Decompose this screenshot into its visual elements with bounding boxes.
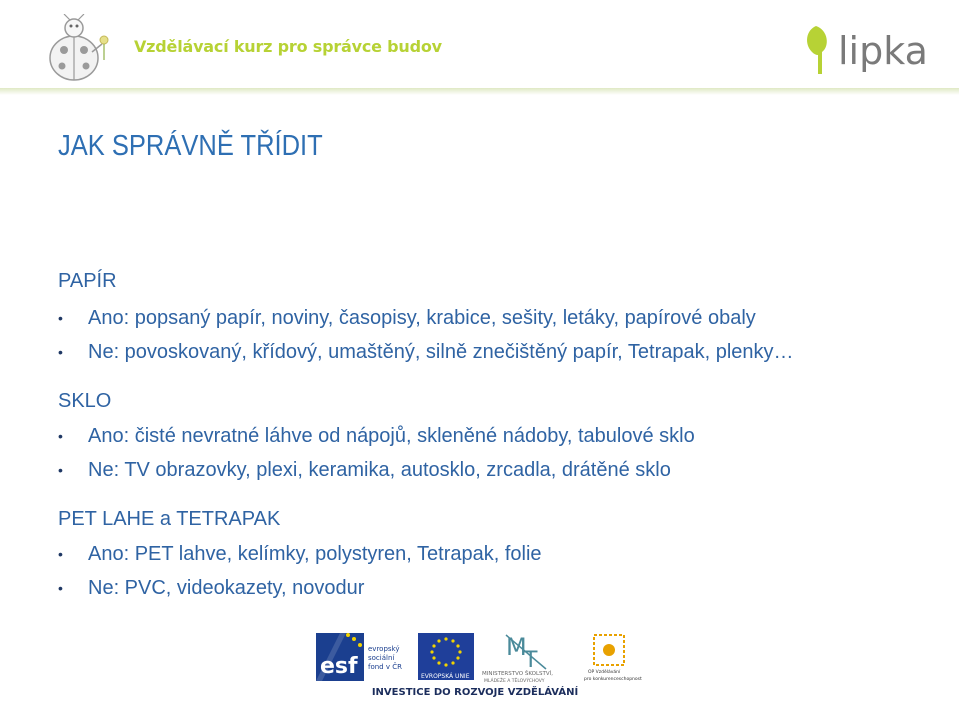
list-item-text: Ano: popsaný papír, noviny, časopisy, krabice, sešity, letáky, papírové obaly: [88, 307, 756, 329]
list-item-text: Ano: PET lahve, kelímky, polystyren, Tetrapak, folie: [88, 543, 542, 565]
bullet-icon: •: [58, 546, 63, 562]
svg-text:fond v ČR: fond v ČR: [368, 663, 402, 671]
bullet-icon: •: [58, 428, 63, 444]
svg-text:pro konkurenceschopnost: pro konkurenceschopnost: [584, 677, 642, 682]
list-item-text: Ne: PVC, videokazety, novodur: [88, 577, 365, 599]
header: [0, 0, 959, 95]
footer-logo-strip: [310, 625, 650, 685]
svg-text:T: T: [524, 648, 538, 673]
footer-tagline: INVESTICE DO ROZVOJE VZDĚLÁVÁNÍ: [371, 687, 579, 698]
bullet-icon: •: [58, 462, 63, 478]
esf-logo: [316, 633, 402, 681]
slide-title: JAK SPRÁVNĚ TŘÍDIT: [58, 130, 323, 162]
course-title: Vzdělávací kurz pro správce budov: [134, 37, 442, 56]
bullet-icon: •: [58, 580, 63, 596]
eu-flag-logo: [418, 633, 474, 680]
list-item-text: Ne: TV obrazovky, plexi, keramika, autosklo, zrcadla, drátěné sklo: [88, 459, 671, 481]
list-item-text: Ano: čisté nevratné láhve od nápojů, skleněné nádoby, tabulové sklo: [88, 425, 695, 447]
section-heading-papir: PAPÍR: [58, 270, 117, 292]
svg-text:MLÁDEŽE A TĚLOVÝCHOVY: MLÁDEŽE A TĚLOVÝCHOVY: [484, 679, 545, 684]
bullet-icon: •: [58, 344, 63, 360]
svg-text:esf: esf: [320, 654, 358, 679]
svg-text:M: M: [506, 633, 527, 661]
list-item-text: Ne: povoskovaný, křídový, umaštěný, silně znečištěný papír, Tetrapak, plenky…: [88, 341, 794, 363]
lipka-logo-text: lipka: [838, 29, 928, 73]
section-heading-pet: PET LAHE a TETRAPAK: [58, 508, 281, 530]
section-heading-sklo: SKLO: [58, 390, 112, 412]
header-divider: [0, 88, 959, 95]
bullet-icon: •: [58, 310, 63, 326]
msmt-logo: [482, 633, 553, 684]
footer-logos: [310, 625, 650, 701]
op-vk-logo: [584, 635, 642, 682]
svg-text:EVROPSKÁ UNIE: EVROPSKÁ UNIE: [421, 673, 470, 680]
svg-text:OP Vzdělávání: OP Vzdělávání: [588, 670, 621, 675]
lipka-logo: [802, 20, 937, 78]
ladybug-logo-icon: [40, 14, 120, 86]
svg-text:sociální: sociální: [368, 654, 395, 662]
svg-text:evropský: evropský: [368, 645, 400, 653]
svg-text:MINISTERSTVO ŠKOLSTVÍ,: MINISTERSTVO ŠKOLSTVÍ,: [482, 671, 554, 677]
